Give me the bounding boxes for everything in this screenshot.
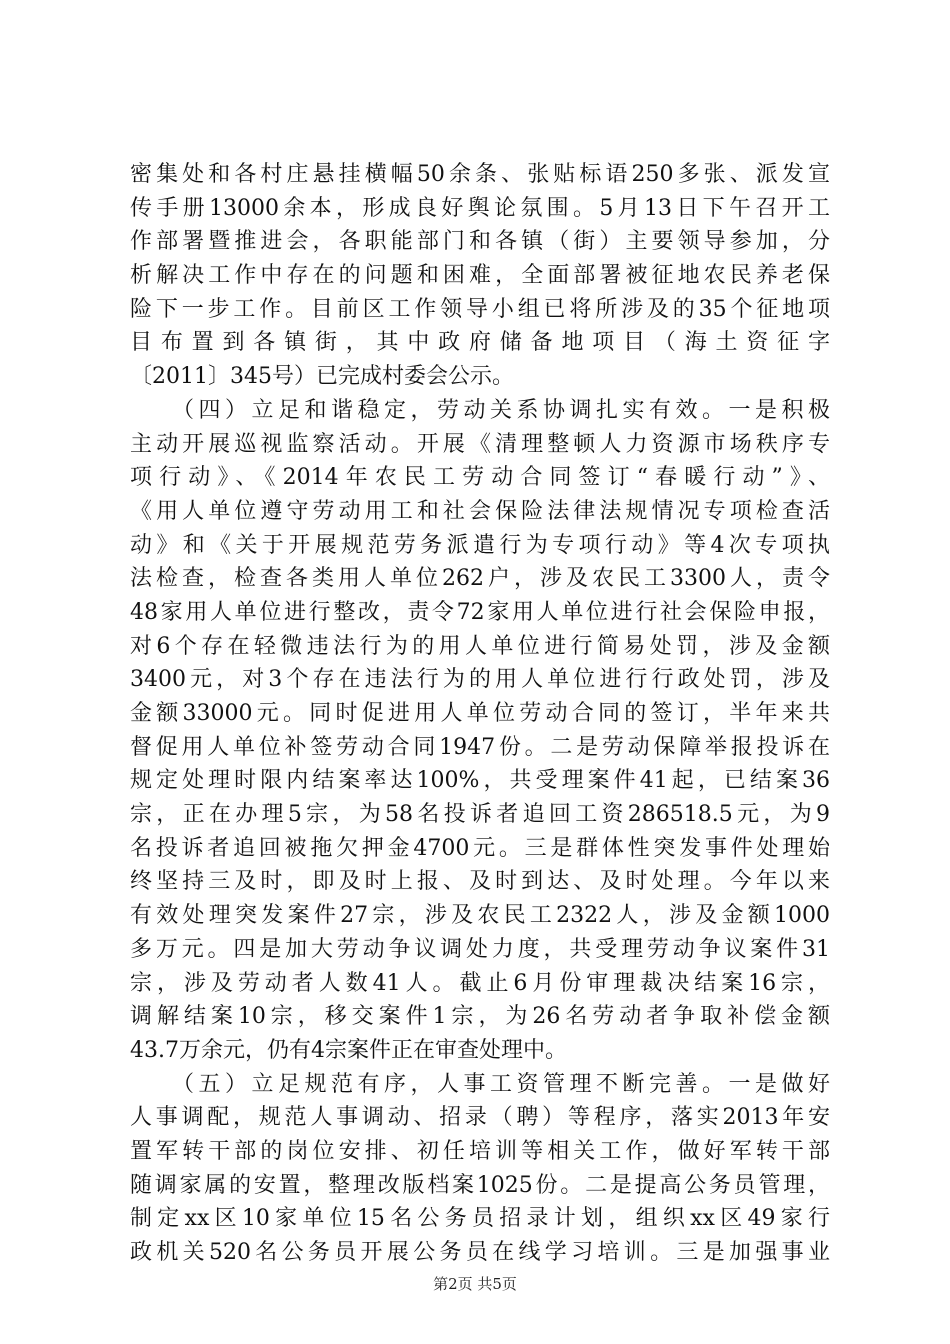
text-line: 目布置到各镇街，其中政府储备地项目（海土资征字 — [130, 330, 830, 356]
text-line: 宗，涉及劳动者人数41人。截止6月份审理裁决结案16宗， — [130, 970, 830, 996]
text-line: 随调家属的安置，整理改版档案1025份。二是提高公务员管理， — [130, 1172, 830, 1198]
text-line: 主动开展巡视监察活动。开展《清理整顿人力资源市场秩序专 — [130, 431, 830, 457]
text-line: 析解决工作中存在的问题和困难，全面部署被征地农民养老保 — [130, 263, 830, 289]
text-line: 宗，正在办理5宗，为58名投诉者追回工资286518.5元，为9 — [130, 802, 830, 828]
text-line: 《用人单位遵守劳动用工和社会保险法律法规情况专项检查活 — [130, 498, 830, 524]
text-line: 调解结案10宗，移交案件1宗，为26名劳动者争取补偿金额 — [130, 1004, 830, 1030]
text-line: 有效处理突发案件27宗，涉及农民工2322人，涉及金额1000 — [130, 903, 830, 929]
text-line: 险下一步工作。目前区工作领导小组已将所涉及的35个征地项 — [130, 296, 830, 322]
text-line: 终坚持三及时，即及时上报、及时到达、及时处理。今年以来 — [130, 869, 830, 895]
text-line: 48家用人单位进行整改，责令72家用人单位进行社会保险申报， — [130, 599, 830, 625]
text-line: 项行动》、《2014年农民工劳动合同签订“春暖行动”》、 — [130, 465, 830, 491]
text-line: 名投诉者追回被拖欠押金4700元。三是群体性突发事件处理始 — [130, 835, 830, 861]
page-footer: 第2页 共5页 — [433, 1275, 517, 1293]
text-line: 多万元。四是加大劳动争议调处力度，共受理劳动争议案件31 — [130, 936, 830, 962]
text-line: 规定处理时限内结案率达100%，共受理案件41起，已结案36 — [130, 768, 830, 794]
text-line: 43.7万余元，仍有4宗案件正在审查处理中。 — [130, 1037, 567, 1063]
text-line: 传手册13000余本，形成良好舆论氛围。5月13日下午召开工 — [130, 195, 830, 221]
text-line: 金额33000元。同时促进用人单位劳动合同的签订，半年来共 — [130, 701, 830, 726]
text-line: 法检查，检查各类用人单位262户，涉及农民工3300人，责令 — [130, 566, 830, 592]
text-line: 制定xx区10家单位15名公务员招录计划，组织xx区49家行 — [130, 1206, 830, 1232]
text-line: 政机关520名公务员开展公务员在线学习培训。三是加强事业 — [130, 1240, 830, 1265]
text-line: （四）立足和谐稳定，劳动关系协调扎实有效。一是积极 — [130, 397, 830, 423]
text-line: 密集处和各村庄悬挂横幅50余条、张贴标语250多张、派发宣 — [130, 162, 830, 187]
text-line: 置军转干部的岗位安排、初任培训等相关工作，做好军转干部 — [130, 1138, 830, 1164]
text-line: 动》和《关于开展规范劳务派遣行为专项行动》等4次专项执 — [130, 532, 830, 558]
text-line: 人事调配，规范人事调动、招录（聘）等程序，落实2013年安 — [130, 1105, 830, 1131]
body-text — [130, 158, 830, 1270]
text-line: （五）立足规范有序，人事工资管理不断完善。一是做好 — [130, 1071, 830, 1097]
text-line: 作部署暨推进会，各职能部门和各镇（街）主要领导参加，分 — [130, 229, 830, 255]
text-line: 对6个存在轻微违法行为的用人单位进行简易处罚，涉及金额 — [130, 633, 830, 659]
text-line: 3400元，对3个存在违法行为的用人单位进行行政处罚，涉及 — [130, 667, 830, 693]
text-line: 〔2011〕345号）已完成村委会公示。 — [130, 364, 514, 390]
text-line: 督促用人单位补签劳动合同1947份。二是劳动保障举报投诉在 — [130, 734, 830, 760]
